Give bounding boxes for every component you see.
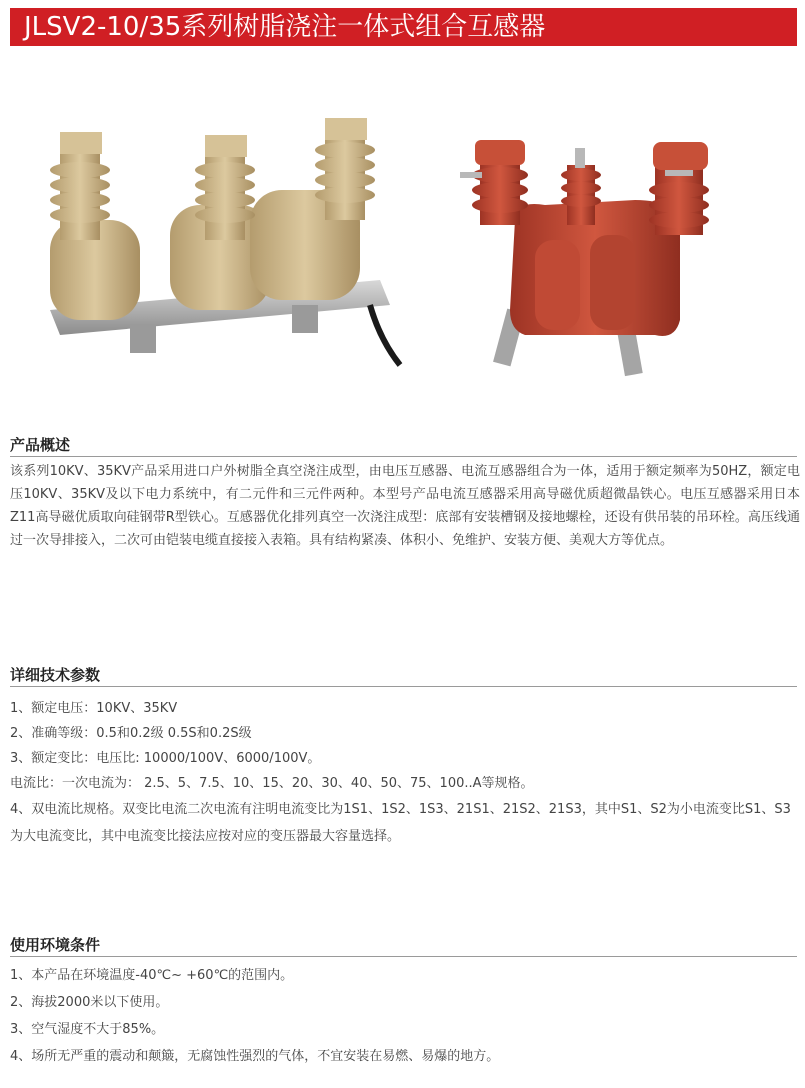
list-item: 3、空气湿度不大于85%。	[10, 1022, 165, 1037]
overview-divider	[10, 456, 797, 457]
list-item: 电流比：一次电流为： 2.5、5、7.5、10、15、20、30、40、50、75、100..A等规格。	[10, 776, 534, 791]
product-photo-beige	[30, 110, 410, 370]
list-item: 2、海拔2000米以下使用。	[10, 995, 169, 1010]
overview-heading: 产品概述	[10, 436, 71, 454]
environment-divider	[10, 956, 797, 957]
product-photo-red	[455, 130, 725, 380]
overview-text: 该系列10KV、35KV产品采用进口户外树脂全真空浇注成型，由电压互感器、电流互感器组合为一体，适用于额定频率为50HZ，额定电压10KV、35KV及以下电力系统中，有二元件和三元件两种。本型号产品电流互感器采用高导磁优质超微晶铁心。电压互感器采用日本Z11高导磁优质取向硅钢带R型铁心。互感器优化排列真空一次浇注成型：底部有安装槽钢及接地螺栓，还设有供吊装的吊环栓。高压线通过一次导排接入，二次可由铠装电缆直接接入表箱。具有结构紧凑、体积小、免维护、安装方便、美观大方等优点。	[10, 464, 800, 548]
list-item: 1、本产品在环境温度-40℃~ +60℃的范围内。	[10, 968, 294, 983]
specs-divider	[10, 686, 797, 687]
environment-heading: 使用环境条件	[10, 936, 101, 954]
page-title: JLSV2-10/35系列树脂浇注一体式组合互感器	[24, 12, 546, 42]
list-item: 3、额定变比：电压比: 10000/100V、6000/100V。	[10, 751, 321, 766]
specs-list	[10, 696, 800, 850]
environment-list	[10, 962, 800, 1070]
specs-heading: 详细技术参数	[10, 666, 101, 684]
list-item: 2、准确等级：0.5和0.2级 0.5S和0.2S级	[10, 726, 252, 741]
list-item: 4、场所无严重的震动和颠簸，无腐蚀性强烈的气体，不宜安装在易燃、易爆的地方。	[10, 1049, 500, 1064]
list-item: 1、额定电压：10KV、35KV	[10, 701, 178, 716]
list-item: 4、双电流比规格。双变比电流二次电流有注明电流变比为1S1、1S2、1S3、21S1、21S2、21S3，其中S1、S2为小电流变比S1、S3为大电流变比，其中电流变比接法应按对应的变压器最大容量选择。	[10, 802, 791, 844]
title-banner	[10, 8, 797, 46]
